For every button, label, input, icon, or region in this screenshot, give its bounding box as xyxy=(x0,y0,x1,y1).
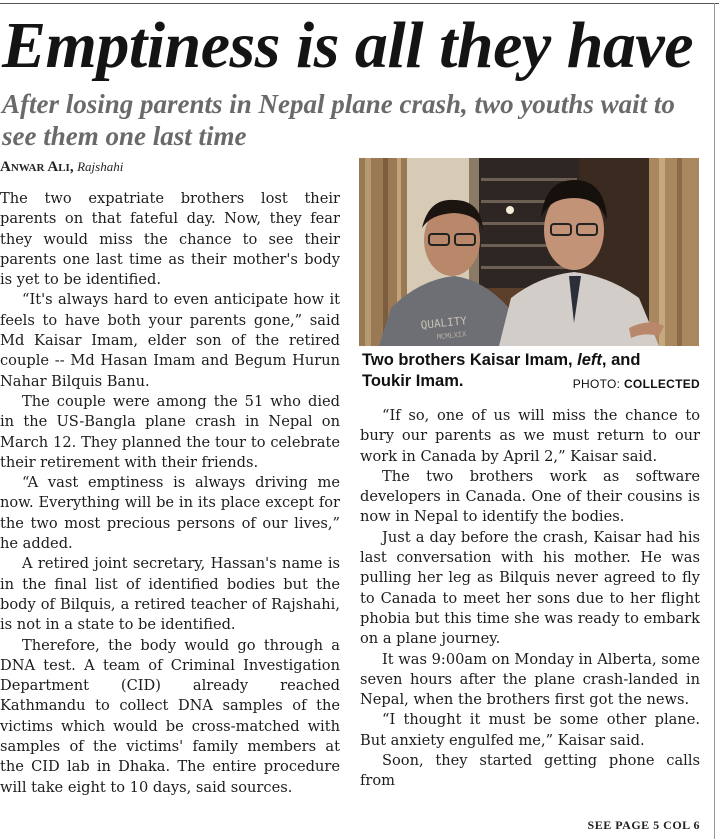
credit-source: COLLECTED xyxy=(623,377,700,391)
shirt-subtext: MCMLXIX xyxy=(436,330,467,342)
brothers-photo-illustration xyxy=(359,158,699,346)
paragraph: A retired joint secretary, Hassan's name is in the final list of identified bodies but the body of Bilquis, a retired teacher of Rajshahi, is not in a state to be identified. xyxy=(0,555,340,634)
caption-text: Two brothers Kaisar Imam, xyxy=(362,351,578,369)
paragraph: “A vast emptiness is always driving me now. Everything will be in its place except for the two most precious persons of our lives,” he added. xyxy=(0,474,340,553)
credit-label: PHOTO: xyxy=(572,377,624,391)
photo-credit xyxy=(573,374,700,395)
article-photo xyxy=(359,158,699,346)
paragraph: Therefore, the body would go through a DNA test. A team of Criminal Investigation Department (CID) already reached Kathmandu to collect DNA samples of the victims which would be cross-matched with samples of the victims' family members at the CID lab in Dhaka. The entire procedure will take eight to 10 days, said sources. xyxy=(0,636,340,796)
column-rule xyxy=(714,3,715,839)
byline xyxy=(0,158,123,177)
top-rule xyxy=(0,3,719,4)
paragraph: The two expatriate brothers lost their parents on that fateful day. Now, they fear they would miss the chance to see their parents one last time as their mother's body is yet to be identified. xyxy=(0,190,340,289)
caption-text-end: , and xyxy=(601,351,641,369)
paragraph: It was 9:00am on Monday in Alberta, some seven hours after the plane crash-landed in Nepal, when the brothers first got the news. xyxy=(360,650,700,709)
paragraph: Just a day before the crash, Kaisar had his last conversation with his mother. He was pulling her leg as Bilquis never agreed to fly to Canada to meet her sons due to her flight phobia but this time she was ready to embark on a plane journey. xyxy=(360,528,700,648)
paragraph: The couple were among the 51 who died in the US-Bangla plane crash in Nepal on March 12. They planned the tour to celebrate their retirement with their friends. xyxy=(0,392,340,471)
caption-left: left xyxy=(577,351,602,369)
headline: Emptiness is all they have xyxy=(2,9,694,82)
paragraph: Soon, they started getting phone calls from xyxy=(360,752,700,790)
paragraph: The two brothers work as software developers in Canada. One of their cousins is now in Nepal to identify the bodies. xyxy=(360,467,700,526)
caption-line2: Toukir Imam. xyxy=(362,372,464,390)
subheadline: After losing parents in Nepal plane crash, two youths wait to see them one last time xyxy=(2,89,675,151)
byline-author: Anwar Ali, xyxy=(0,159,74,175)
article-column-left xyxy=(0,189,340,834)
caption-line2-wrap xyxy=(362,371,700,392)
paragraph: “If so, one of us will miss the chance to bury our parents as we must return to our work in Canada by April 2,” Kaisar said. xyxy=(360,407,700,465)
byline-location: Rajshahi xyxy=(77,159,124,174)
photo-caption xyxy=(362,350,700,392)
shirt-text: QUALITY xyxy=(420,314,468,332)
article-column-right xyxy=(360,406,700,812)
paragraph: “I thought it must be some other plane. But anxiety engulfed me,” Kaisar said. xyxy=(360,711,700,749)
paragraph: “It's always hard to even anticipate how it feels to have both your parents gone,” said Md Kaisar Imam, elder son of the retired couple -- Md Hasan Imam and Begum Hurun Nahar Bilquis Banu. xyxy=(0,291,340,390)
continuation-note[interactable]: SEE PAGE 5 COL 6 xyxy=(587,818,700,832)
